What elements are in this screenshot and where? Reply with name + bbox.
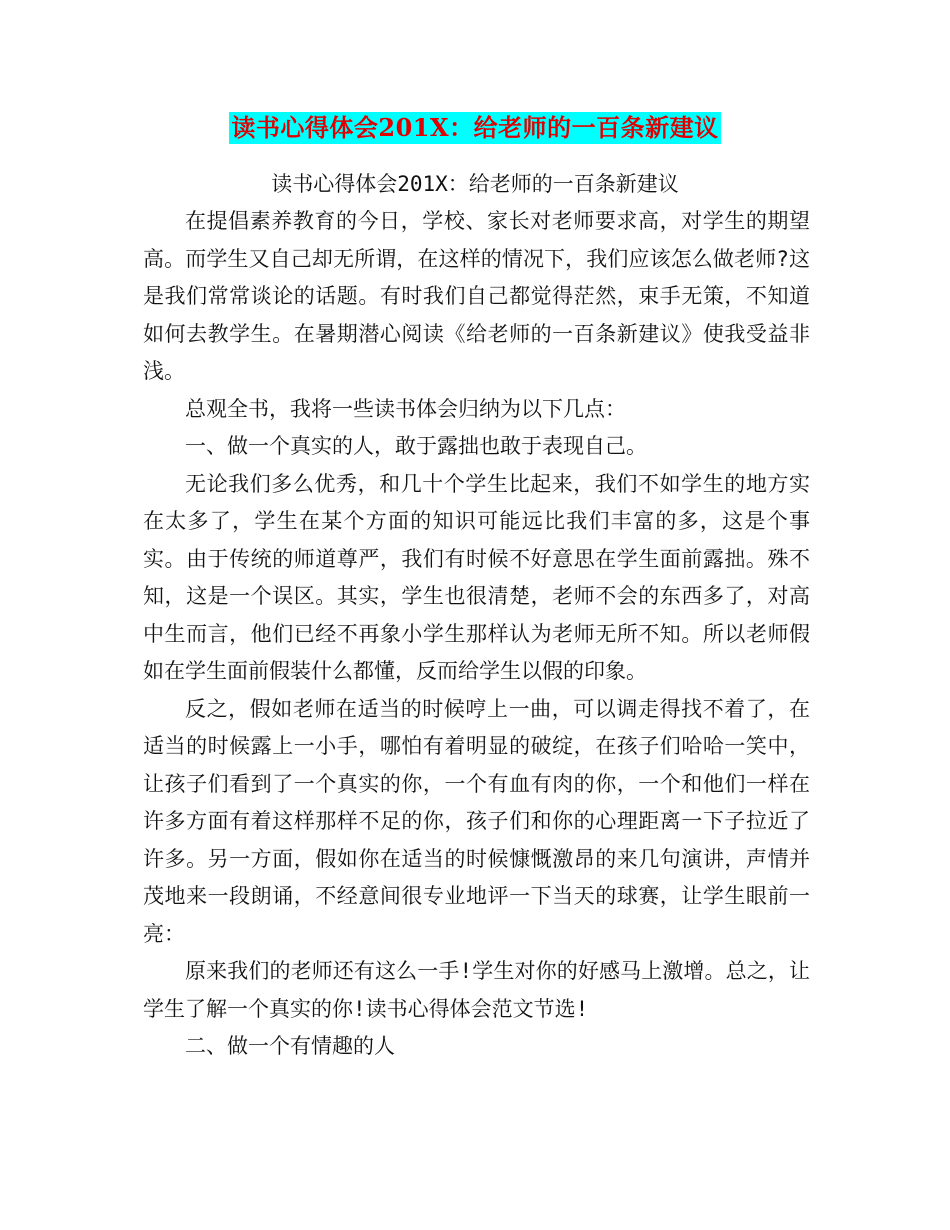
document-title: 读书心得体会201X：给老师的一百条新建议 <box>231 113 719 142</box>
section-heading-1: 一、做一个真实的人，敢于露拙也敢于表现自己。 <box>185 434 647 458</box>
title-container <box>0 112 950 144</box>
paragraph-body-2: 反之，假如老师在适当的时候哼上一曲，可以调走得找不着了，在适当的时候露上一小手，哪怕有着明显的破绽，在孩子们哈哈一笑中，让孩子们看到了一个真实的你，一个有血有肉的你，一个和他们一样在许多方面有着这样那样不足的你，孩子们和你的心理距离一下子拉近了许多。另一方面，假如你在适当的时候慷慨激昂的来几句演讲，声情并茂地来一段朗诵，不经意间很专业地评一下当天的球赛，让学生眼前一亮： <box>143 696 810 946</box>
section-heading-2: 二、做一个有情趣的人 <box>185 1034 395 1058</box>
document-subtitle: 读书心得体会201X：给老师的一百条新建议 <box>271 172 679 196</box>
paragraph-body-3: 原来我们的老师还有这么一手!学生对你的好感马上激增。总之，让学生了解一个真实的你!读书心得体会范文节选! <box>143 959 810 1021</box>
paragraph-body-1: 无论我们多么优秀，和几十个学生比起来，我们不如学生的地方实在太多了，学生在某个方面的知识可能远比我们丰富的多，这是个事实。由于传统的师道尊严，我们有时候不好意思在学生面前露拙。殊不知，这是一个误区。其实，学生也很清楚，老师不会的东西多了，对高中生而言，他们已经不再象小学生那样认为老师无所不知。所以老师假如在学生面前假装什么都懂，反而给学生以假的印象。 <box>143 471 810 683</box>
paragraph-summary: 总观全书，我将一些读书体会归纳为以下几点： <box>185 396 626 421</box>
document-body <box>143 203 810 1066</box>
paragraph-intro: 在提倡素养教育的今日，学校、家长对老师要求高，对学生的期望高。而学生又自己却无所谓，在这样的情况下，我们应该怎么做老师?这是我们常常谈论的话题。有时我们自己都觉得茫然，束手无策，不知道如何去教学生。在暑期潜心阅读《给老师的一百条新建议》使我受益非浅。 <box>143 209 810 383</box>
